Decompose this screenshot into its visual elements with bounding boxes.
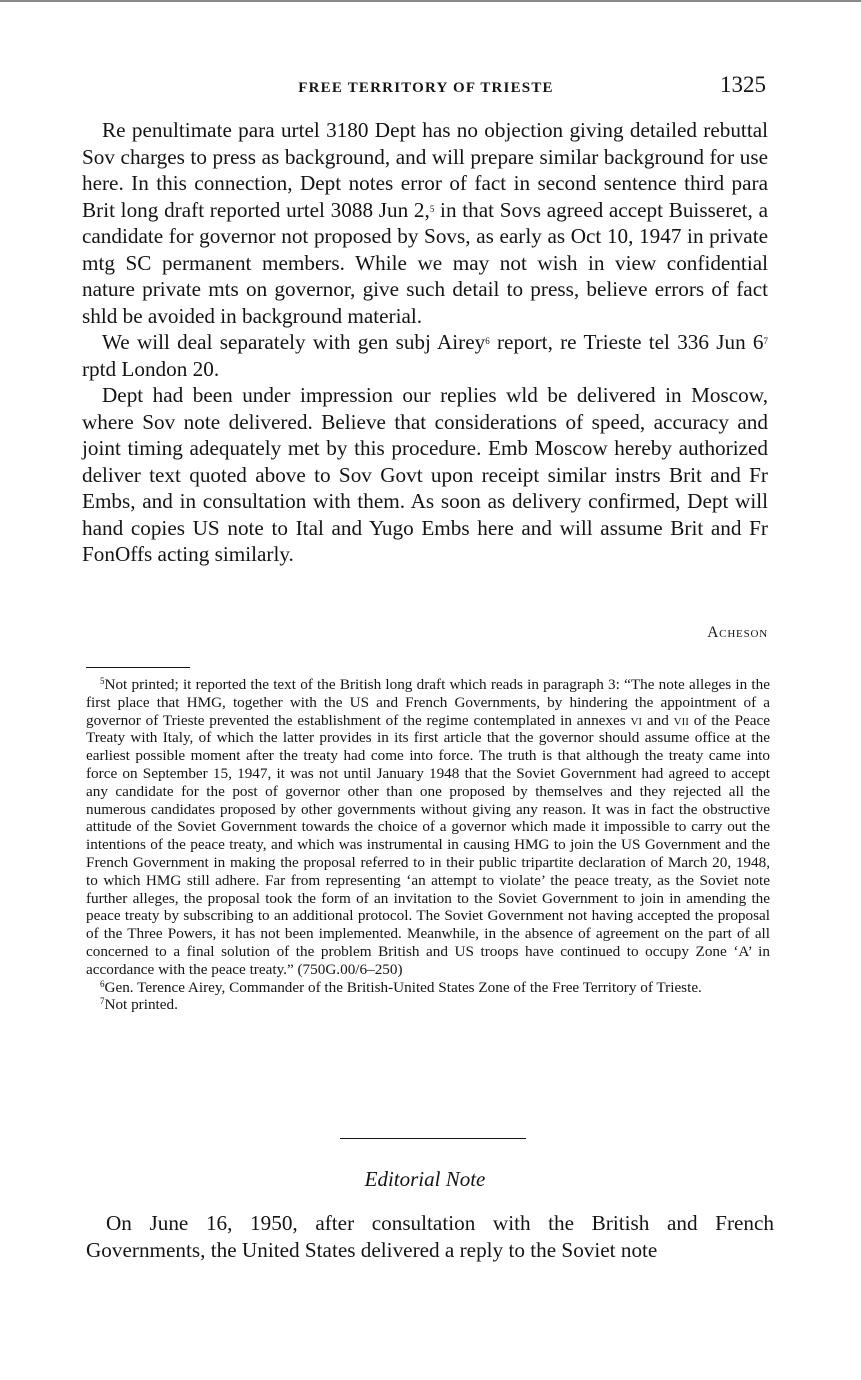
top-border-rule bbox=[0, 0, 861, 2]
body-paragraph-3: Dept had been under impression our replies wld be delivered in Moscow, where Sov note delivered. Believe that considerations of speed, accuracy and joint timing adequately met by this procedure. Emb Moscow hereby authorized deliver text quoted above to Sov Govt upon receipt similar instrs Brit and Fr Embs, and in consultation with them. As soon as delivery confirmed, Dept will hand copies US note to Ital and Yugo Embs here and will assume Brit and Fr FonOffs acting similarly. bbox=[82, 383, 768, 566]
footnote-separator bbox=[86, 667, 190, 668]
paragraph-text: Re penultimate para urtel 3180 Dept has no objection giving detailed rebuttal Sov charges to press as background, and will prepare similar background for use here. In this connection, Dept notes error of fact in second sentence third para Brit long draft reported urtel 3088 Jun 2, bbox=[82, 118, 768, 222]
running-title: FREE TERRITORY OF TRIESTE bbox=[298, 80, 554, 96]
editorial-paragraph: On June 16, 1950, after consultation with the British and French Governments, the United States delivered a reply to the Soviet note bbox=[86, 1211, 774, 1262]
editorial-note-heading: Editorial Note bbox=[364, 1167, 486, 1191]
footnote-6 bbox=[86, 979, 770, 997]
section-divider bbox=[340, 1138, 526, 1139]
page-number: 1325 bbox=[720, 72, 766, 97]
signature: Acheson bbox=[707, 624, 768, 641]
footnote-mark: 7 bbox=[100, 996, 105, 1007]
roman-numeral: vii bbox=[673, 711, 689, 729]
footnotes bbox=[86, 676, 770, 1014]
body-paragraph-2 bbox=[82, 329, 768, 382]
paragraph-text: in that Sovs agreed accept Buisseret, a candidate for governor not proposed by Sovs, as early as Oct 10, 1947 in private mtg SC permanent members. While we may not wish in view confidential nature private mts on governor, give such detail to press, believe errors of fact shld be avoided in background material. bbox=[82, 197, 768, 328]
footnote-5 bbox=[86, 676, 770, 979]
telegram-body bbox=[82, 117, 768, 568]
running-header bbox=[82, 72, 770, 106]
footnote-text: Not printed. bbox=[104, 996, 178, 1014]
body-paragraph-1 bbox=[82, 117, 768, 329]
footnote-mark: 5 bbox=[100, 676, 105, 686]
editorial-note-body bbox=[86, 1210, 774, 1264]
footnote-text: of the Peace Treaty with Italy, of which the latter provides in its first article that the governor should assume office at the earliest possible moment after the treaty had come into force. The truth is that although the treaty came into force on September 15, 1947, it was not until January 1948 that the Soviet Government had agreed to accept any candidate for the post of governor other than one proposed by themselves and they rejected all the numerous candidates proposed by other governments without giving any reason. It was in fact the obstructive attitude of the Soviet Government towards the choice of a governor which made it impossible to carry out the intentions of the peace treaty, and which was instrumental in causing HMG to join the US Government and the French Government in making the proposal referred to in their public tripartite declaration of March 20, 1948, to which HMG still adhere. Far from representing ‘an attempt to violate’ the peace treaty, as the Soviet note further alleges, the proposal took the form of an invitation to the Soviet Government to join in amending the peace treaty by subscribing to an additional protocol. The Soviet Government not having accepted the proposal of the Three Powers, it has not been implemented. Meanwhile, in the absence of agreement on the part of all concerned to a final solution of the problem British and US troops have continued to occupy Zone ‘A’ in accordance with the peace treaty.” (750G.00/6–250) bbox=[86, 711, 770, 978]
footnote-text: and bbox=[642, 711, 674, 729]
footnote-text: Gen. Terence Airey, Commander of the British-United States Zone of the Free Territory of Trieste. bbox=[104, 978, 702, 996]
paragraph-text: report, re Trieste tel 336 Jun 6 bbox=[489, 330, 764, 354]
footnote-7 bbox=[86, 996, 770, 1014]
footnote-mark: 6 bbox=[100, 978, 105, 989]
footnote-ref-6: 6 bbox=[485, 336, 490, 346]
roman-numeral: vi bbox=[630, 711, 643, 729]
footnote-text: Not printed; it reported the text of the British long draft which reads in paragraph 3: “The note alleges in the first place that HMG, together with the US and French Governments, by hindering the appointment of a governor of Trieste prevented the establishment of the regime contemplated in annexes bbox=[86, 676, 770, 729]
paragraph-text: rptd London 20. bbox=[82, 356, 220, 381]
footnote-ref-5: 5 bbox=[429, 203, 435, 214]
footnote-ref-7: 7 bbox=[763, 336, 769, 346]
paragraph-text: We will deal separately with gen subj Airey bbox=[102, 330, 486, 354]
